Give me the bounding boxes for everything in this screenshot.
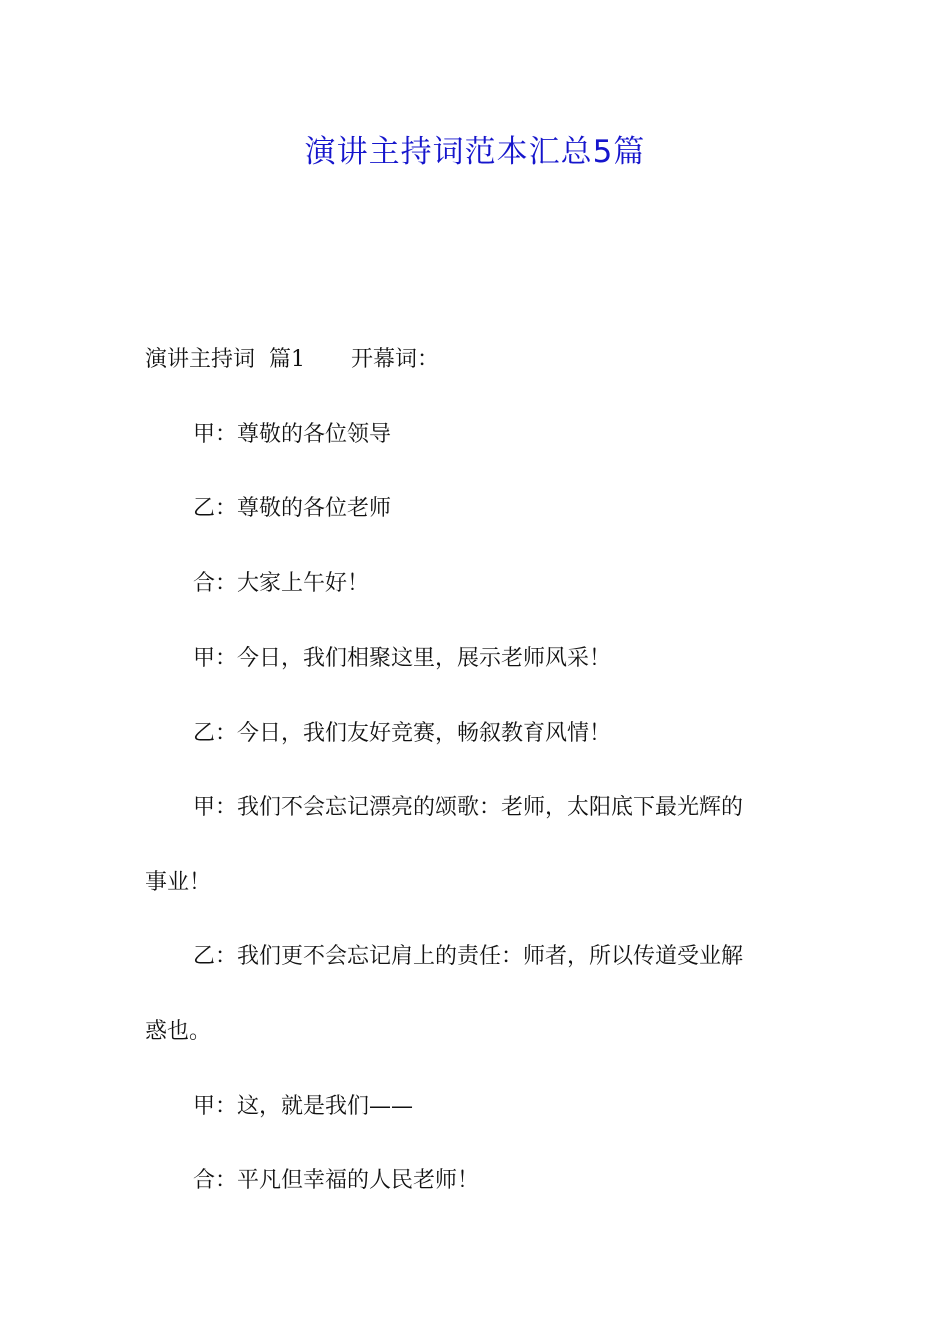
dialogue-line: 甲：今日，我们相聚这里，展示老师风采！ xyxy=(193,646,612,671)
dialogue-line: 合：大家上午好！ xyxy=(193,571,370,596)
dialogue-continuation: 事业！ xyxy=(145,870,212,895)
dialogue-line: 甲：我们不会忘记漂亮的颂歌：老师，太阳底下最光辉的 xyxy=(193,795,744,820)
dialogue-line: 乙：今日，我们友好竞赛，畅叙教育风情！ xyxy=(193,721,612,746)
dialogue-line: 甲：尊敬的各位领导 xyxy=(193,422,392,447)
section-header xyxy=(145,344,810,376)
section-label: 演讲主持词 xyxy=(145,347,256,372)
dialogue-continuation: 惑也。 xyxy=(145,1019,212,1044)
dialogue-line: 甲：这，就是我们—— xyxy=(193,1094,414,1119)
dialogue-line: 合：平凡但幸福的人民老师！ xyxy=(193,1168,480,1193)
dialogue-line: 乙：我们更不会忘记肩上的责任：师者，所以传道受业解 xyxy=(193,944,744,969)
document-title: 演讲主持词范本汇总5篇 xyxy=(304,134,646,170)
dialogue-line: 乙：尊敬的各位老师 xyxy=(193,496,392,521)
section-number: 篇1 xyxy=(269,347,306,372)
section-subtitle: 开幕词： xyxy=(351,347,440,372)
